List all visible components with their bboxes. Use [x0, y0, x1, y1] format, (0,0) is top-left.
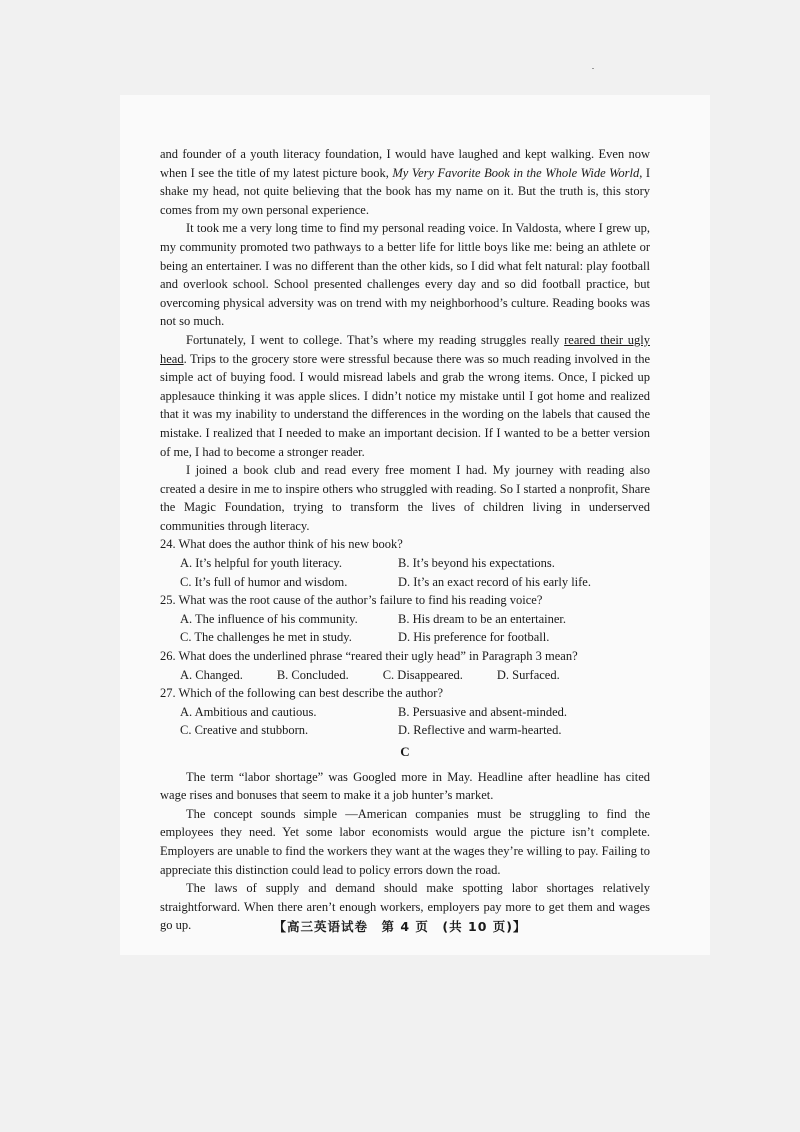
option-d: D. His preference for football. [398, 630, 550, 645]
paragraph-text: Fortunately, I went to college. That’s where my reading struggles really [186, 332, 565, 347]
option-c: C. It’s full of humor and wisdom. [180, 574, 348, 589]
paragraph-text: and founder of a youth literacy foundation, I would have laughed and kept walking. Even now when I see the title of my latest picture book, [160, 147, 650, 180]
passage-b-paragraph-4: I joined a book club and read every free moment I had. My journey with reading also created a desire in me to inspire others who struggled with reading. So I started a nonprofit, Share the Magic Foundation, trying to transform the lives of children living in underserved communities through literacy. [160, 463, 650, 533]
question-stem: 26. What does the underlined phrase “reared their ugly head” in Paragraph 3 mean? [160, 649, 578, 664]
question-stem: 27. Which of the following can best describe the author? [160, 686, 444, 701]
scan-speck [592, 68, 594, 69]
page-footer: 【高三英语试卷 第 4 页 (共 10 页)】 [273, 919, 527, 934]
option-c: C. Creative and stubborn. [180, 723, 309, 738]
passage-c-paragraph-3: The laws of supply and demand should make spotting labor shortages relatively straightforward. When there aren’t enough workers, employers pay more to get them and wages go up. [160, 881, 650, 933]
underlined-phrase: reared their ugly head [160, 332, 650, 366]
question-24 [160, 535, 650, 591]
option-a: A. Changed. [180, 667, 243, 682]
option-d: D. Surfaced. [496, 667, 560, 682]
question-25 [160, 591, 650, 647]
passage-b-paragraph-1 [160, 145, 650, 219]
option-c: C. The challenges he met in study. [180, 630, 352, 645]
option-b: B. Persuasive and absent-minded. [398, 704, 568, 719]
option-d: D. Reflective and warm-hearted. [398, 723, 562, 738]
question-27 [160, 684, 650, 740]
passage-b-paragraph-2: It took me a very long time to find my personal reading voice. In Valdosta, where I grew up, my community promoted two pathways to a better life for little boys like me: being an athlete or being an entertainer. I was no different than the other kids, so I did what felt natural: play football and overlook school. School presented challenges every day and so did football practice, but overcoming physical adversity was on trend with my neighborhood’s culture. Reading books was not so much. [160, 221, 650, 329]
passage-c-paragraph-1: The term “labor shortage” was Googled more in May. Headline after headline has cited wage rises and bonuses that seem to make it a job hunter’s market. [160, 769, 650, 803]
option-b: B. His dream to be an entertainer. [398, 611, 566, 626]
passage-c-paragraph-2: The concept sounds simple —American companies must be struggling to find the employees they need. Yet some labor economists would argue the picture isn’t complete. Employers are unable to find the workers they want at the wages they’re willing to pay. Failing to appreciate this distinction could lead to policy errors down the road. [160, 806, 650, 877]
question-stem: 25. What was the root cause of the author’s failure to find his reading voice? [160, 593, 543, 608]
option-a: A. The influence of his community. [180, 611, 358, 626]
option-b: B. Concluded. [276, 667, 349, 682]
option-c: C. Disappeared. [382, 667, 463, 682]
paragraph-text: , I shake my head, not quite believing that the book has my name on it. But the truth is, this story comes from my own personal experience. [160, 165, 650, 217]
book-title: My Very Favorite Book in the Whole Wide World [392, 165, 640, 180]
paragraph-text: . Trips to the grocery store were stressful because there was so much reading involved in the simple act of buying food. I would misread labels and grab the wrong items. Once, I picked up applesauce thinking it was apple slices. I didn’t notice my mistake until I got home and realized that it was my inability to understand the differences in the wording on the labels that caused the mistake. I realized that I needed to make an important decision. If I wanted to be a better version of me, I had to become a stronger reader. [160, 351, 650, 459]
question-stem: 24. What does the author think of his new book? [160, 537, 403, 552]
option-a: A. Ambitious and cautious. [180, 704, 317, 719]
passage-b-paragraph-3 [160, 331, 650, 461]
section-c-heading: C [400, 744, 410, 759]
question-26 [160, 647, 650, 684]
exam-page-content [160, 145, 650, 935]
option-d: D. It’s an exact record of his early life. [398, 574, 591, 589]
option-a: A. It’s helpful for youth literacy. [180, 556, 342, 571]
option-b: B. It’s beyond his expectations. [398, 556, 555, 571]
